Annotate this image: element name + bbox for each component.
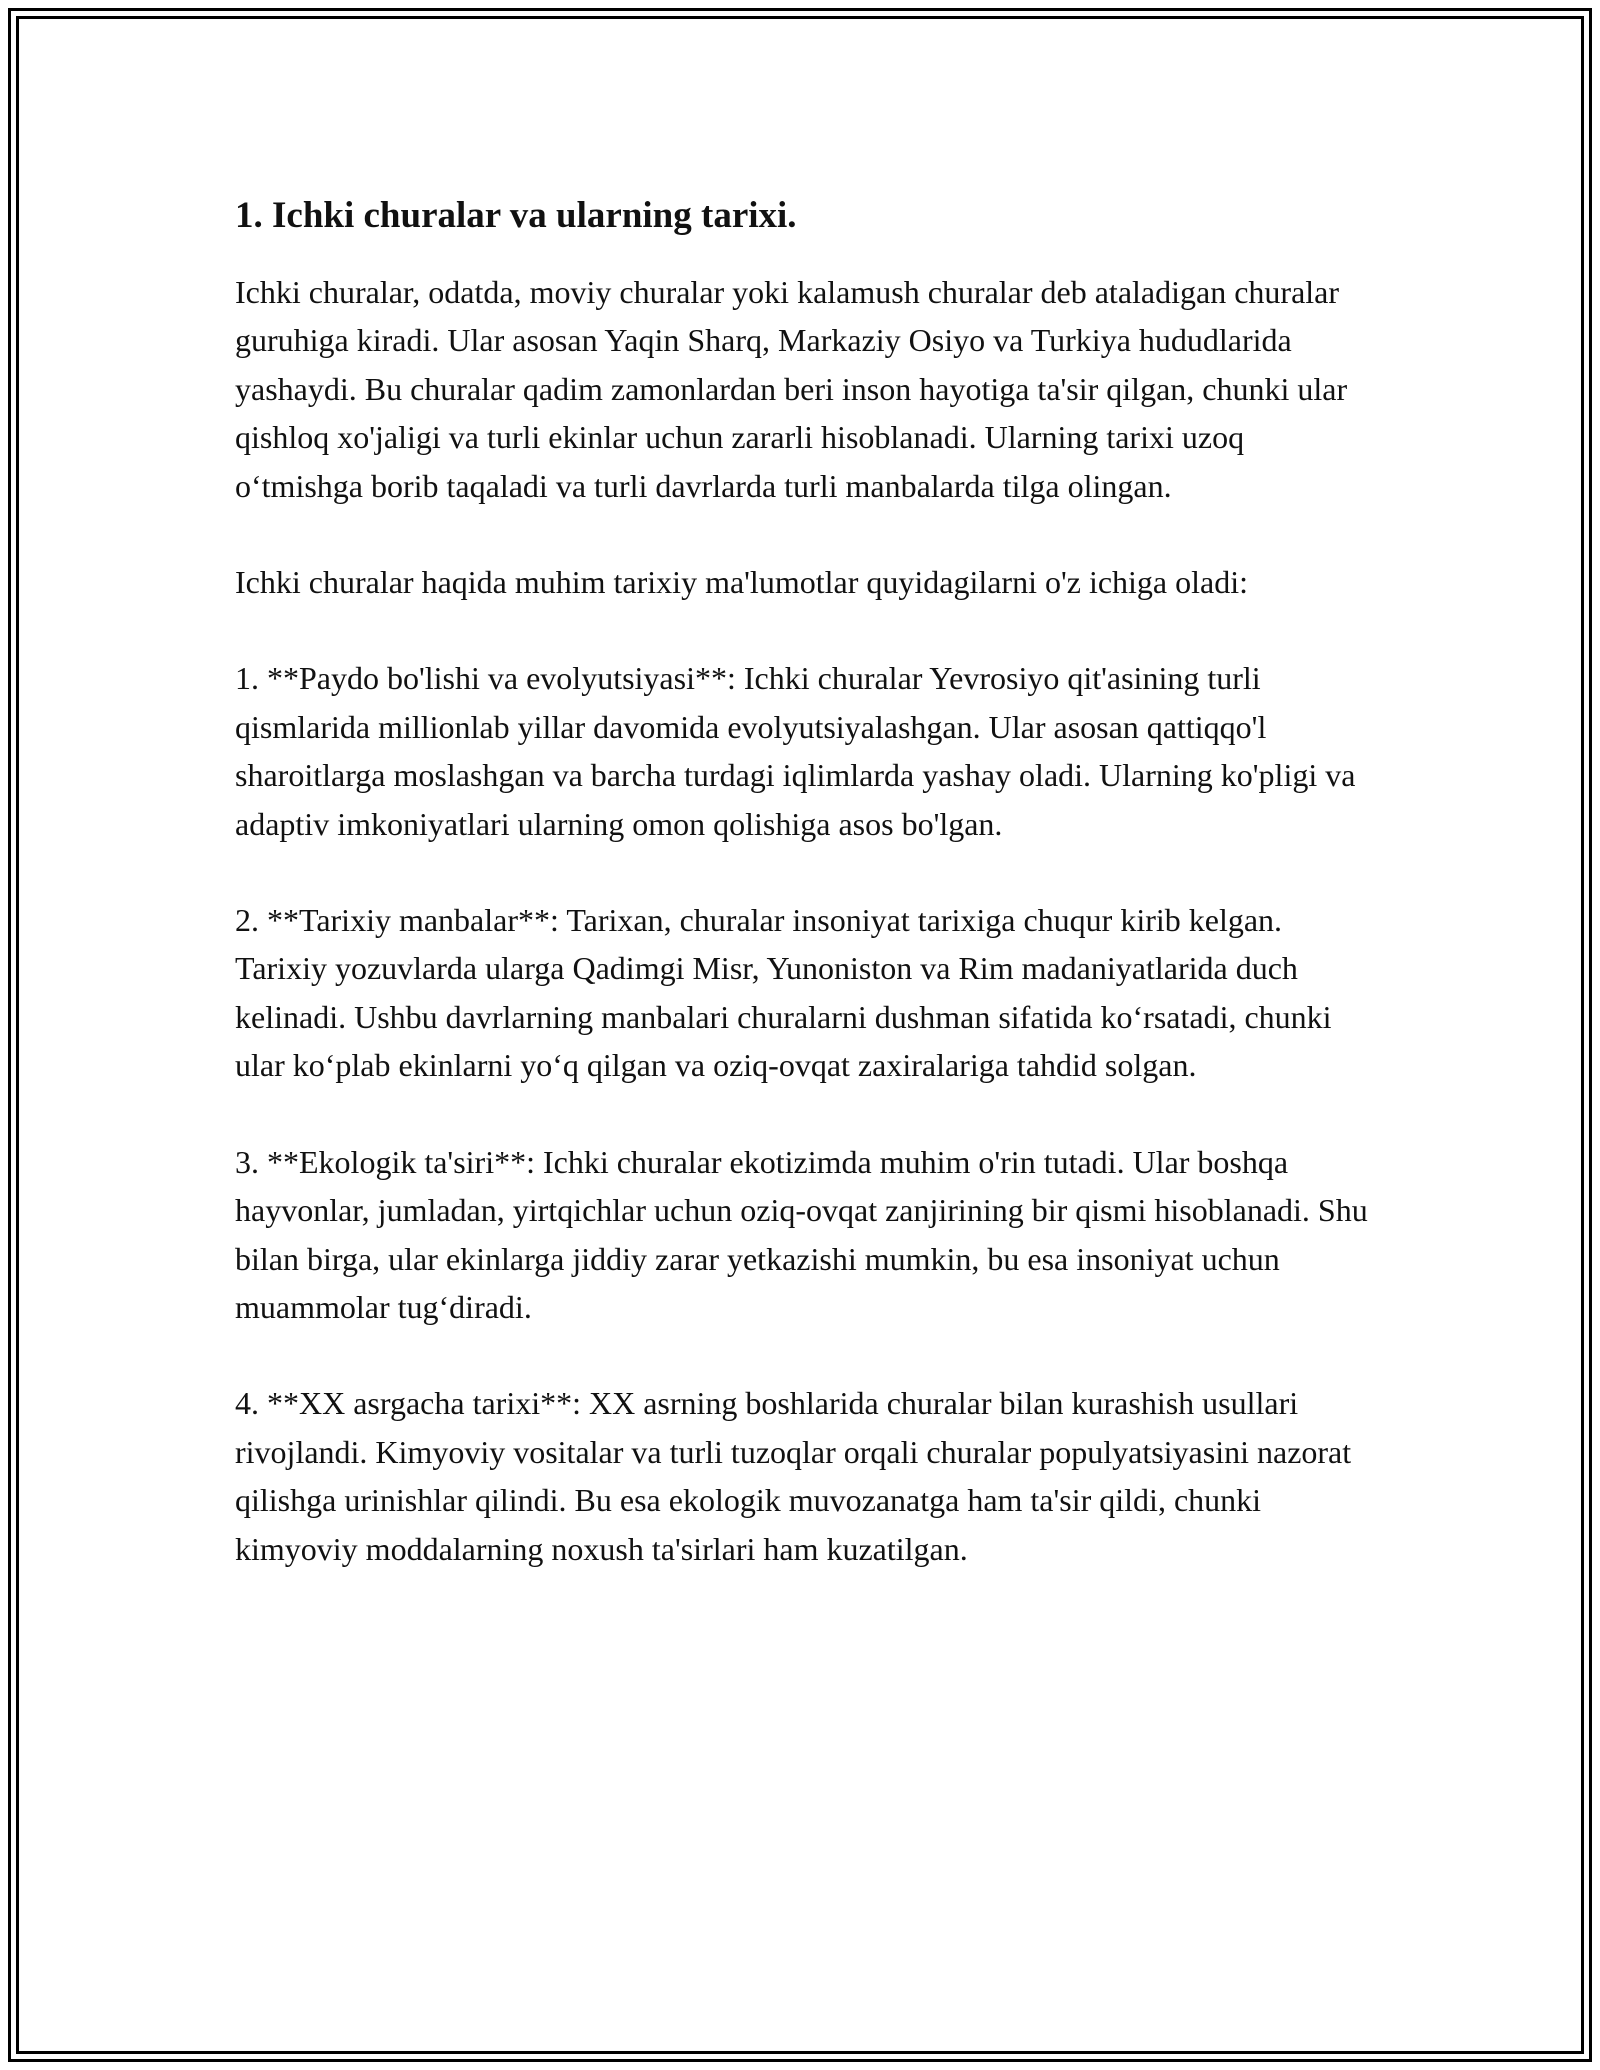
list-item-historical-sources: 2. **Tarixiy manbalar**: Tarixan, churalar insoniyat tarixiga chuqur kirib kelgan. Tarixiy yozuvlarda ularga Qadimgi Misr, Yunoniston va Rim madaniyatlarida duch kelinadi. Ushbu davrlarning manbalari churalarni dushman sifatida ko‘rsatadi, chunki ular ko‘plab ekinlarni yo‘q qilgan va oziq-ovqat zaxiralariga tahdid solgan. [235,902,1340,1084]
paragraph-intro: Ichki churalar, odatda, moviy churalar yoki kalamush churalar deb ataladigan churalar guruhiga kiradi. Ular asosan Yaqin Sharq, Markaziy Osiyo va Turkiya hududlarida yashaydi. Bu churalar qadim zamonlardan beri inson hayotiga ta'sir qilgan, chunki ular qishloq xo'jaligi va turli ekinlar uchun zararli hisoblanadi. Ularning tarixi uzoq o‘tmishga borib taqaladi va turli davrlarda turli manbalarda tilga olingan. [235,274,1356,504]
list-item-twentieth-century: 4. **XX asrgacha tarixi**: XX asrning boshlarida churalar bilan kurashish usullari rivojlandi. Kimyoviy vositalar va turli tuzoqlar orqali churalar populyatsiyasini nazorat qilishga urinishlar qilindi. Bu esa ekologik muvozanatga ham ta'sir qildi, chunki kimyoviy moddalarning noxush ta'sirlari ham kuzatilgan. [235,1385,1360,1567]
list-item-ecological-impact: 3. **Ekologik ta'siri**: Ichki churalar ekotizimda muhim o'rin tutadi. Ular boshqa hayvonlar, jumladan, yirtqichlar uchun oziq-ovqat zanjirining bir qismi hisoblanadi. Shu bilan birga, ular ekinlarga jiddiy zarar yetkazishi mumkin, bu esa insoniyat uchun muammolar tug‘diradi. [235,1143,1376,1325]
section-title: 1. Ichki churalar va ularning tarixi. [235,195,797,236]
paragraph-lead-in: Ichki churalar haqida muhim tarixiy ma'lumotlar quyidagilarni o'z ichiga oladi: [235,564,1248,601]
list-item-origin-evolution: 1. **Paydo bo'lishi va evolyutsiyasi**: Ichki churalar Yevrosiyo qit'asining turli qismlarida millionlab yillar davomida evolyutsiyalashgan. Ular asosan qattiqqo'l sharoitlarga moslashgan va barcha turdagi iqlimlarda yashay oladi. Ularning ko'pligi va adaptiv imkoniyatlari ularning omon qolishiga asos bo'lgan. [235,660,1364,842]
document-body [235,190,1375,1621]
